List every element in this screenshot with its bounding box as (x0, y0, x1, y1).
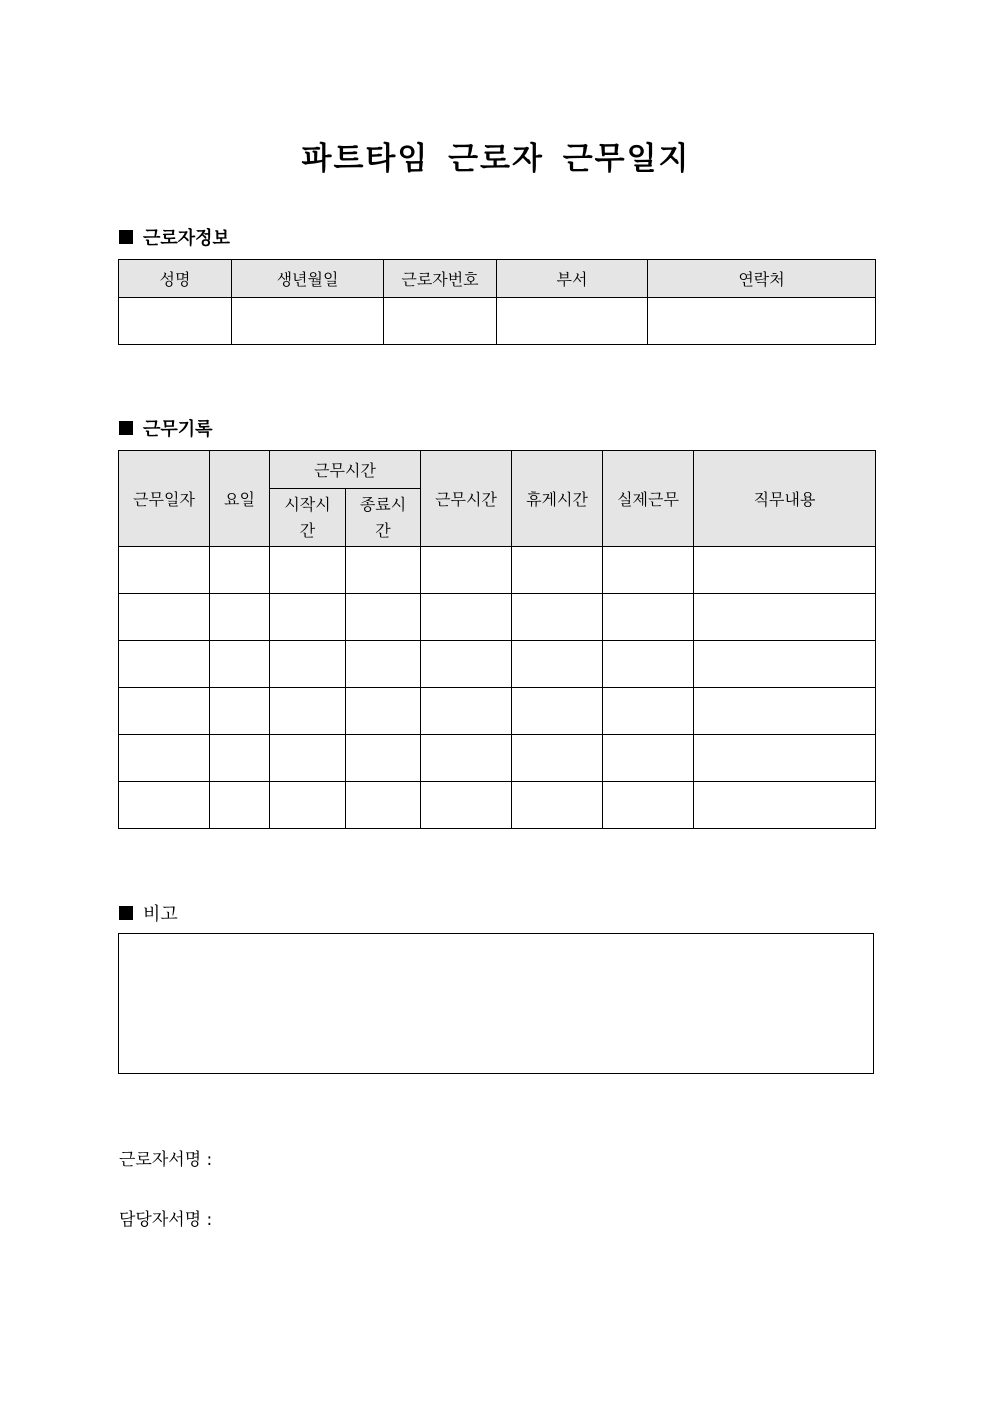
record-cell[interactable] (210, 547, 270, 594)
worker-info-header-row (119, 260, 876, 298)
record-cell[interactable] (421, 735, 512, 782)
table-row (119, 735, 876, 782)
worker-number-cell[interactable] (384, 298, 497, 345)
table-row (119, 688, 876, 735)
record-cell[interactable] (270, 688, 346, 735)
square-bullet-icon (119, 906, 133, 920)
record-cell[interactable] (512, 688, 603, 735)
record-cell[interactable] (512, 782, 603, 829)
table-row (119, 547, 876, 594)
table-row (119, 641, 876, 688)
record-cell[interactable] (210, 641, 270, 688)
record-cell[interactable] (210, 688, 270, 735)
column-header-day: 요일 (210, 451, 270, 547)
record-cell[interactable] (512, 735, 603, 782)
worker-info-table (118, 259, 876, 345)
record-cell[interactable] (270, 641, 346, 688)
square-bullet-icon (119, 230, 133, 244)
column-header-end-time: 종료시간 (346, 489, 421, 547)
column-header-work-date: 근무일자 (119, 451, 210, 547)
record-cell[interactable] (603, 782, 694, 829)
square-bullet-icon (119, 421, 133, 435)
department-cell[interactable] (497, 298, 648, 345)
column-header-work-hours: 근무시간 (421, 451, 512, 547)
column-header-name: 성명 (119, 260, 232, 298)
worker-signature-label: 근로자서명 : (119, 1150, 213, 1170)
record-cell[interactable] (603, 735, 694, 782)
record-cell[interactable] (512, 641, 603, 688)
section-heading-label: 근로자정보 (143, 228, 230, 249)
record-cell[interactable] (694, 735, 876, 782)
column-header-worker-number: 근로자번호 (384, 260, 497, 298)
column-header-actual-work: 실제근무 (603, 451, 694, 547)
record-cell[interactable] (210, 782, 270, 829)
record-cell[interactable] (694, 782, 876, 829)
work-record-body (119, 547, 876, 829)
record-cell[interactable] (421, 688, 512, 735)
record-cell[interactable] (119, 688, 210, 735)
section-heading-label: 근무기록 (143, 419, 213, 440)
manager-signature-label: 담당자서명 : (119, 1210, 213, 1230)
record-cell[interactable] (119, 782, 210, 829)
name-cell[interactable] (119, 298, 232, 345)
section-heading-work-record (119, 415, 213, 441)
work-record-header-row-1 (119, 451, 876, 489)
record-cell[interactable] (346, 688, 421, 735)
record-cell[interactable] (346, 594, 421, 641)
record-cell[interactable] (603, 547, 694, 594)
column-header-start-time: 시작시간 (270, 489, 346, 547)
table-row (119, 782, 876, 829)
record-cell[interactable] (421, 641, 512, 688)
record-cell[interactable] (270, 594, 346, 641)
column-header-work-time-group: 근무시간 (270, 451, 421, 489)
record-cell[interactable] (512, 594, 603, 641)
column-header-duties: 직무내용 (694, 451, 876, 547)
section-heading-worker-info (119, 224, 230, 250)
record-cell[interactable] (421, 782, 512, 829)
table-row (119, 594, 876, 641)
record-cell[interactable] (421, 547, 512, 594)
record-cell[interactable] (119, 594, 210, 641)
record-cell[interactable] (346, 547, 421, 594)
record-cell[interactable] (512, 547, 603, 594)
record-cell[interactable] (603, 594, 694, 641)
worker-info-input-row (119, 298, 876, 345)
record-cell[interactable] (694, 641, 876, 688)
contact-cell[interactable] (648, 298, 876, 345)
column-header-department: 부서 (497, 260, 648, 298)
record-cell[interactable] (119, 735, 210, 782)
record-cell[interactable] (346, 641, 421, 688)
section-heading-remarks (119, 900, 178, 926)
record-cell[interactable] (270, 547, 346, 594)
work-record-table (118, 450, 876, 829)
record-cell[interactable] (210, 735, 270, 782)
record-cell[interactable] (270, 782, 346, 829)
record-cell[interactable] (270, 735, 346, 782)
remarks-box[interactable] (118, 933, 874, 1074)
record-cell[interactable] (603, 641, 694, 688)
record-cell[interactable] (421, 594, 512, 641)
birthdate-cell[interactable] (232, 298, 384, 345)
record-cell[interactable] (119, 547, 210, 594)
record-cell[interactable] (346, 782, 421, 829)
record-cell[interactable] (694, 688, 876, 735)
record-cell[interactable] (119, 641, 210, 688)
document-title: 파트타임 근로자 근무일지 (301, 141, 691, 177)
record-cell[interactable] (694, 547, 876, 594)
column-header-break-time: 휴게시간 (512, 451, 603, 547)
record-cell[interactable] (210, 594, 270, 641)
column-header-birthdate: 생년월일 (232, 260, 384, 298)
record-cell[interactable] (346, 735, 421, 782)
record-cell[interactable] (603, 688, 694, 735)
column-header-contact: 연락처 (648, 260, 876, 298)
record-cell[interactable] (694, 594, 876, 641)
section-heading-label: 비고 (143, 904, 178, 925)
